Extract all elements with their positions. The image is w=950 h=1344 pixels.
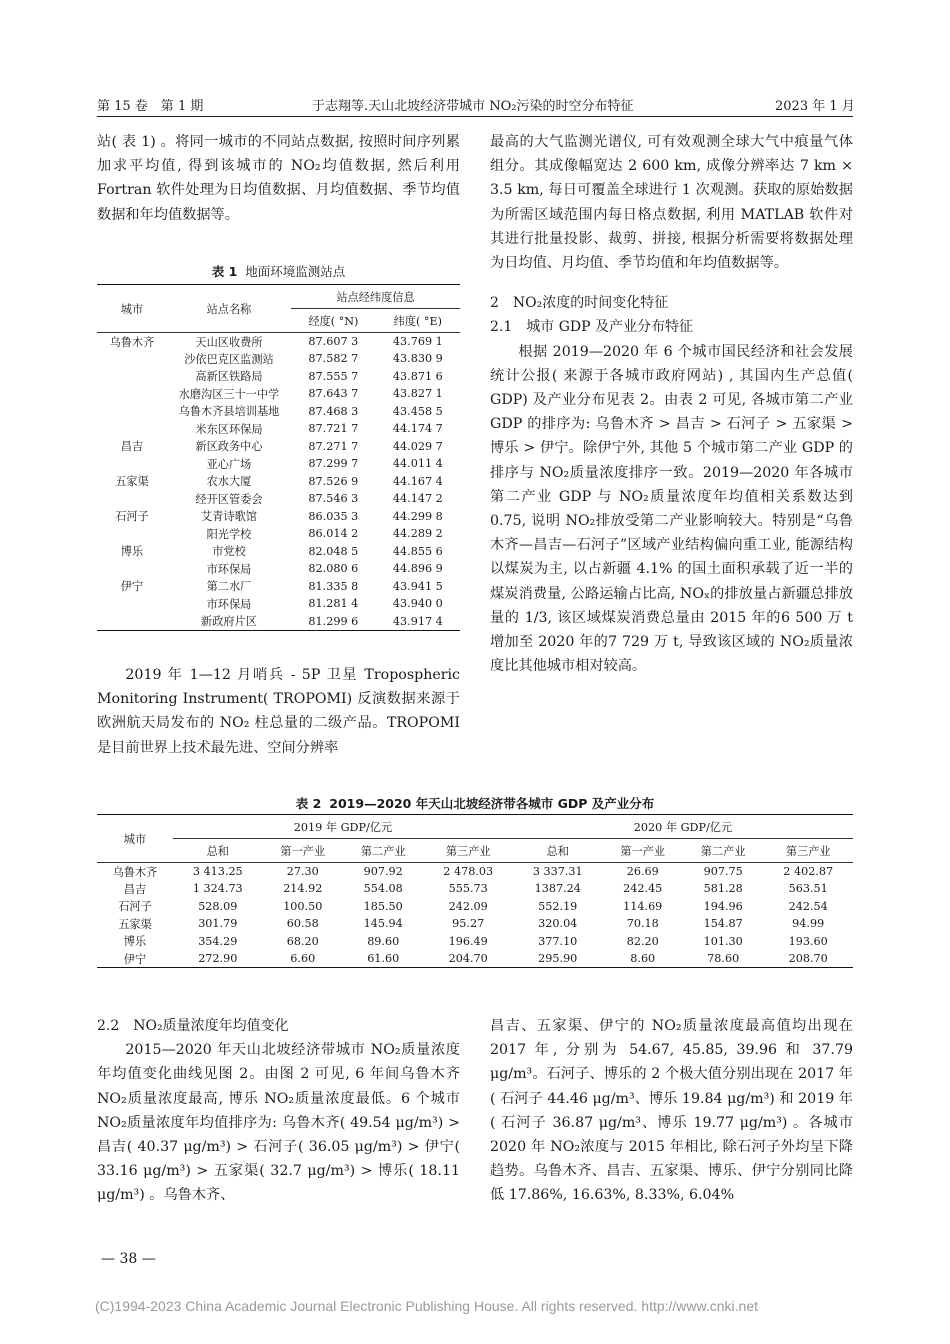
table1-cell-city: 伊宁 [120,580,144,594]
table1-cell-lat: 44.011 4 [392,457,443,471]
table2-subheader-row [97,839,853,863]
paragraph: 根据 2019—2020 年 6 个城市国民经济和社会发展统计公报( 来源于各城市政府网站) , 其国内生产总值( GDP) 及产业分布见表 2。由表 2 可见, 各城市第二产业 GDP 的排序为: 乌鲁木齐 > 昌吉 > 石河子 > 五家渠 > 博乐 > 伊宁。除伊宁外, 其他 5 个城市第二产业 GDP 的排序与 NO₂质量浓度排序一致。2019—2020 年各城市第二产业 GDP 与 NO₂质量浓度年均值相关系数达到 0.75, 说明 NO₂排放受第二产业影响较大。特别是“乌鲁木齐—昌吉—石河子”区域产业结构偏向重工业, 能源结构以煤炭为主, 以占新疆 4.1% 的国土面积承载了近一半的煤炭消费量, 公路运输占比高, NOₓ的排放量占新疆总排放量的 1/3, 该区域煤炭消费总量由 2015 年的6 500 万 t 增加至 2020 年的7 729 万 t, 导致该区域的 NO₂质量浓度比其他城市相对较高。 [490,343,853,675]
table1-cell-lat: 44.855 6 [392,544,443,558]
table1-cell-station: 市党校 [212,545,246,559]
table1-cell-lat: 43.827 1 [392,387,443,401]
table2-cell-value: 2 478.03 [443,865,494,878]
table2-cell-value: 242.54 [788,899,828,913]
table1-cell-lon: 81.299 6 [308,614,359,628]
table-row [97,473,460,491]
table-row [97,950,853,968]
table2-cell-value: 68.20 [286,934,319,948]
table2-caption-text: 2019—2020 年天山北坡经济带各城市 GDP 及产业分布 [329,796,655,811]
table1-cell-station: 天山区收费所 [195,335,263,349]
table1-cell-lon: 86.035 3 [308,509,359,523]
table-row [97,403,460,421]
table1-cell-lat: 43.940 0 [392,597,443,611]
table1-cell-lon: 87.299 7 [308,457,359,471]
table2-cell-value: 242.09 [448,899,488,913]
table1-header-lon: 经度( °N) [291,309,376,333]
table2-subheader: 第一产业 [603,839,683,863]
table1-cell-lat: 43.871 6 [392,369,443,383]
table1-header-lat: 纬度( °E) [376,309,460,333]
page-number: — 38 — [101,1251,156,1267]
table2-cell-value: 82.20 [626,934,659,948]
table2-cell-value: 242.45 [623,882,663,896]
table1-caption [97,262,460,280]
table2-cell-city: 博乐 [123,935,147,949]
table-row [97,455,460,473]
table1-cell-city [97,560,167,578]
table2-cell-value: 555.73 [448,882,488,896]
table2-cell-value: 78.60 [707,952,740,965]
table2-cell-value: 554.08 [363,882,403,896]
table-row [97,933,853,951]
table2-cell-value: 1 324.73 [192,882,243,896]
table2-cell-city: 伊宁 [123,952,147,966]
header-date: 2023 年 1 月 [775,99,855,114]
table2-cell-city: 昌吉 [123,882,147,896]
table2-caption [97,794,853,812]
header-title: 于志翔等.天山北坡经济带城市 NO₂污染的时空分布特征 [312,99,634,114]
table1 [97,284,460,631]
table2-cell-value: 61.60 [367,952,400,965]
table2-cell-value: 528.09 [198,899,238,913]
table2-subheader: 总和 [173,839,263,863]
table2-header-2020: 2020 年 GDP/亿元 [513,815,853,839]
table2-cell-value: 95.27 [452,917,485,931]
table2-cell-value: 3 337.31 [532,865,583,878]
table1-cell-lat: 44.299 8 [392,509,443,523]
left-top-text [97,130,460,227]
table-row [97,525,460,543]
section-2-2-title: 2.2 NO₂质量浓度年均值变化 [97,1018,289,1034]
table1-cell-city [97,613,167,631]
table2-subheader: 第二产业 [343,839,423,863]
table-row [97,490,460,508]
table1-cell-lon: 82.048 5 [308,544,359,558]
table1-cell-city [97,403,167,421]
table2-subheader: 第一产业 [263,839,343,863]
table1-header-city: 城市 [97,285,167,333]
paragraph: 2015—2020 年天山北坡经济带城市 NO₂质量浓度年均值变化曲线见图 2。由图 2 可见, 6 年间乌鲁木齐 NO₂质量浓度最高, 博乐 NO₂质量浓度最低。6 个城市 NO₂质量浓度年均值排序为: 乌鲁木齐( 49.54 μg/m³) > 昌吉( 40.37 μg/m³) > 石河子( 36.05 μg/m³) > 伊宁( 33.16 μg/m³) > 五家渠( 32.7 μg/m³) > 博乐( 18.11 μg/m³) 。乌鲁木齐、 [97,1042,460,1204]
table-row [97,898,853,916]
table2-cell-value: 377.10 [538,934,578,948]
table1-cell-city: 石河子 [115,510,149,524]
table1-cell-station: 艾青诗歌馆 [201,510,257,524]
right-bottom-text [490,1014,853,1208]
table2-cell-city: 五家渠 [118,917,152,931]
section-2-title: 2 NO₂浓度的时间变化特征 [490,295,669,312]
table1-header-group: 站点经纬度信息 [291,285,460,309]
copyright-footer: (C)1994-2023 China Academic Journal Electronic Publishing House. All rights reserved. http://www.cnki.net [95,1298,758,1314]
table2 [97,814,853,968]
table1-cell-lat: 44.896 9 [392,562,443,576]
table1-cell-city [97,525,167,543]
left-bottom-text [97,1014,460,1208]
table1-cell-city [97,385,167,403]
table2-cell-value: 320.04 [538,917,578,931]
table1-cell-lon: 87.271 7 [308,439,359,453]
table1-cell-city: 五家渠 [115,475,149,489]
table2-cell-value: 3 413.25 [192,865,243,878]
table2-cell-value: 60.58 [286,917,319,931]
table-row [97,880,853,898]
table1-cell-station: 新政府片区 [201,615,257,628]
left-mid-text [97,663,460,760]
table1-cell-lat: 44.167 4 [392,474,443,488]
table-row [97,385,460,403]
table1-cell-city [97,420,167,438]
section-2-1-title: 2.1 城市 GDP 及产业分布特征 [490,319,693,336]
table1-cell-station: 米东区环保局 [195,422,263,436]
table1-cell-station: 市环保局 [206,597,252,611]
table1-cell-lon: 87.582 7 [308,352,359,366]
table-row [97,915,853,933]
table2-subheader: 第二产业 [683,839,763,863]
table1-cell-station: 农水大厦 [206,475,252,489]
table2-header-2019: 2019 年 GDP/亿元 [173,815,513,839]
table1-cell-city: 博乐 [120,545,144,559]
table1-cell-city [97,595,167,613]
table1-body [97,333,460,631]
table2-cell-value: 89.60 [367,934,400,948]
table-row [97,863,853,881]
table2-cell-value: 2 402.87 [783,865,834,878]
table1-cell-lon: 87.607 3 [308,335,359,348]
table2-cell-value: 194.96 [703,899,743,913]
table2-caption-label: 表 2 [295,796,322,811]
table2-cell-value: 272.90 [198,952,238,965]
table1-cell-city [97,490,167,508]
table2-cell-value: 193.60 [788,934,828,948]
table2-cell-value: 214.92 [283,882,323,896]
table1-cell-lat: 44.147 2 [392,492,443,506]
table-row [97,543,460,561]
table1-cell-lon: 87.555 7 [308,369,359,383]
table2-cell-value: 907.75 [703,865,743,878]
paragraph: 站( 表 1) 。将同一城市的不同站点数据, 按照时间序列累加求平均值, 得到该城市的 NO₂均值数据, 然后利用 Fortran 软件处理为日均值数据、月均值数据、季节均值数据和年均值数据等。 [97,134,460,223]
header-rule [97,116,853,117]
table-row [97,578,460,596]
table1-cell-lon: 82.080 6 [308,562,359,576]
table2-cell-value: 563.51 [788,882,828,896]
table1-cell-station: 乌鲁木齐县培训基地 [178,405,280,419]
table1-cell-lon: 81.281 4 [308,597,359,611]
header-issue: 第 15 卷 第 1 期 [97,99,204,114]
table1-cell-lat: 44.289 2 [392,527,443,541]
table-row [97,368,460,386]
table2-cell-value: 354.29 [198,934,238,948]
table1-cell-lon: 87.468 3 [308,404,359,418]
paragraph: 昌吉、五家渠、伊宁的 NO₂质量浓度最高值均出现在 2017 年, 分别为 54.67, 45.85, 39.96 和 37.79 μg/m³。石河子、博乐的 2 个极大值分别出现在 2017 年( 石河子 44.46 μg/m³、博乐 19.84 μg/m³) 和 2019 年( 石河子 36.87 μg/m³、博乐 19.77 μg/m³) 。各城市 2020 年 NO₂浓度与 2015 年相比, 除石河子外均呈下降趋势。乌鲁木齐、昌吉、五家渠、博乐、伊宁分别同比降低 17.86%, 16.63%, 8.33%, 6.04% [490,1018,853,1204]
table2-cell-value: 552.19 [538,899,578,913]
table1-caption-label: 表 1 [211,264,238,279]
table1-cell-city [97,368,167,386]
table-row [97,560,460,578]
table-row [97,613,460,631]
table1-cell-station: 阳光学校 [206,527,252,541]
table1-cell-lat: 44.174 7 [392,422,443,436]
table2-subheader: 第三产业 [763,839,853,863]
table2-subheader: 总和 [513,839,603,863]
table-row [97,333,460,351]
table1-cell-city: 乌鲁木齐 [109,335,155,349]
table1-cell-station: 水磨沟区三十一中学 [178,387,280,401]
table1-cell-lat: 43.917 4 [392,614,443,628]
table1-cell-lon: 87.721 7 [308,422,359,436]
table1-cell-lon: 87.546 3 [308,492,359,506]
table1-cell-station: 市环保局 [206,562,252,576]
table2-cell-value: 301.79 [198,917,238,931]
table1-caption-text: 地面环境监测站点 [245,264,346,279]
table2-cell-value: 196.49 [448,934,488,948]
table1-cell-lat: 43.769 1 [392,335,443,348]
paragraph: 2019 年 1—12 月哨兵 - 5P 卫星 Tropospheric Monitoring Instrument( TROPOMI) 反演数据来源于欧洲航天局发布的 NO₂ 柱总量的二级产品。TROPOMI 是目前世界上技术最先进、空间分辨率 [97,667,460,756]
table-row [97,438,460,456]
table1-cell-lat: 43.458 5 [392,404,443,418]
table2-cell-value: 208.70 [788,952,828,965]
table2-cell-value: 145.94 [363,917,403,931]
table2-cell-value: 100.50 [283,899,323,913]
table1-cell-station: 沙依巴克区监测站 [184,352,274,366]
table1-cell-lat: 43.830 9 [392,352,443,366]
table2-subheader: 第三产业 [423,839,513,863]
table-row [97,508,460,526]
table1-cell-lon: 87.643 7 [308,387,359,401]
table-row [97,595,460,613]
table2-cell-value: 114.69 [623,899,663,913]
table1-header-station: 站点名称 [167,285,291,333]
table2-cell-city: 石河子 [118,900,152,914]
table2-cell-value: 154.87 [703,917,743,931]
table1-cell-lon: 87.526 9 [308,474,359,488]
table-row [97,420,460,438]
table2-body [97,863,853,968]
table2-cell-value: 581.28 [703,882,743,896]
table2-cell-value: 204.70 [448,952,488,965]
table1-cell-lat: 43.941 5 [392,579,443,593]
table1-cell-lon: 86.014 2 [308,527,359,541]
table2-cell-value: 6.60 [290,952,316,965]
table1-cell-lon: 81.335 8 [308,579,359,593]
table2-cell-value: 8.60 [630,952,656,965]
table1-cell-station: 新区政务中心 [195,440,263,454]
table2-cell-value: 1387.24 [534,882,581,896]
table2-cell-value: 295.90 [538,952,578,965]
table2-cell-value: 27.30 [286,865,319,878]
table2-cell-value: 94.99 [792,917,825,931]
table1-cell-station: 亚心广场 [206,457,252,471]
table2-cell-value: 26.69 [626,865,659,878]
table1-cell-city [97,350,167,368]
table2-cell-value: 70.18 [626,917,659,931]
table1-cell-city [97,455,167,473]
table1-cell-station: 经开区管委会 [195,492,263,506]
table-row [97,350,460,368]
table1-cell-lat: 44.029 7 [392,439,443,453]
table2-cell-value: 185.50 [363,899,403,913]
table2-cell-value: 101.30 [703,934,743,948]
table2-cell-value: 907.92 [363,865,403,878]
paragraph: 最高的大气监测光谱仪, 可有效观测全球大气中痕量气体组分。其成像幅宽达 2 600 km, 成像分辨率达 7 km × 3.5 km, 每日可覆盖全球进行 1 次观测。获取的原始数据为所需区域范围内每日格点数据, 利用 MATLAB 软件对其进行批量投影、裁剪、拼接, 根据分析需要将数据处理为日均值、月均值、季节均值和年均值数据等。 [490,134,853,272]
table2-cell-city: 乌鲁木齐 [112,865,158,879]
table1-cell-station: 高新区铁路局 [195,370,263,384]
table1-cell-city: 昌吉 [120,440,144,454]
table2-header-city: 城市 [97,815,173,863]
right-column [490,130,853,678]
table1-cell-station: 第二水厂 [206,580,252,594]
